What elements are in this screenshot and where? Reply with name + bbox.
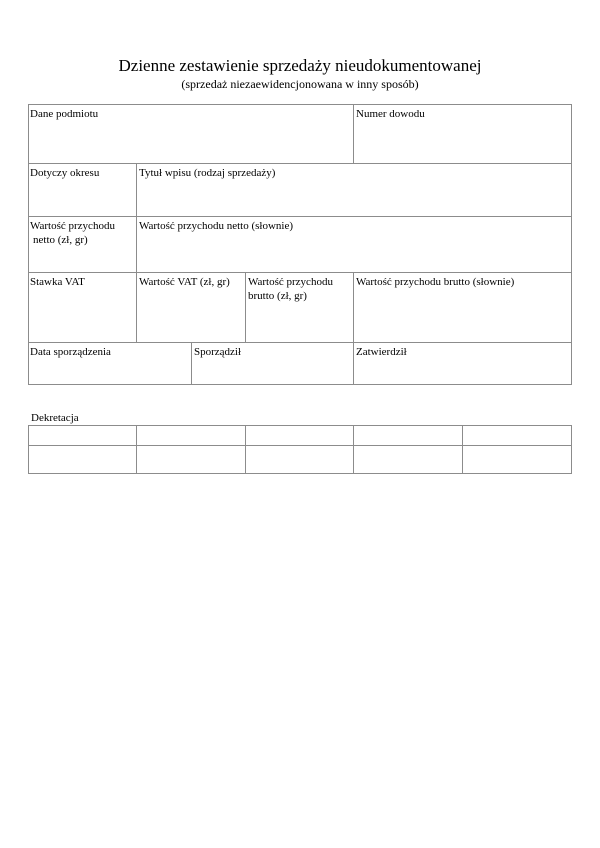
dekretacja-cell[interactable] bbox=[354, 446, 462, 474]
wartosc-vat-label: Wartość VAT (zł, gr) bbox=[139, 276, 230, 288]
stawka-vat-field[interactable] bbox=[28, 272, 136, 342]
tytul-wpisu-field[interactable] bbox=[137, 163, 572, 216]
dekretacja-cell[interactable] bbox=[137, 446, 245, 474]
data-sporzadzenia-field[interactable] bbox=[28, 342, 191, 385]
dekretacja-cell[interactable] bbox=[246, 425, 353, 445]
wartosc-netto-slownie-field[interactable] bbox=[137, 216, 572, 272]
zatwierdzil-label: Zatwierdził bbox=[356, 346, 407, 358]
dane-podmiotu-label: Dane podmiotu bbox=[30, 108, 99, 120]
wartosc-netto-field[interactable] bbox=[28, 216, 136, 272]
wartosc-netto-label-line1: Wartość przychodu bbox=[30, 220, 115, 232]
page-title: Dzienne zestawienie sprzedaży nieudokumentowanej bbox=[118, 56, 482, 75]
wartosc-brutto-slownie-label: Wartość przychodu brutto (słownie) bbox=[356, 276, 515, 288]
dekretacja-cell[interactable] bbox=[137, 425, 245, 445]
stawka-vat-label: Stawka VAT bbox=[30, 276, 85, 288]
tytul-wpisu-label: Tytuł wpisu (rodzaj sprzedaży) bbox=[139, 167, 276, 179]
wartosc-brutto-slownie-field[interactable] bbox=[354, 272, 572, 342]
dane-podmiotu-field[interactable] bbox=[28, 104, 353, 163]
dekretacja-cell[interactable] bbox=[246, 446, 353, 474]
wartosc-brutto-label-line1: Wartość przychodu bbox=[248, 276, 333, 288]
sporzadzil-field[interactable] bbox=[192, 342, 353, 385]
dekretacja-cell[interactable] bbox=[354, 425, 462, 445]
dekretacja-cell[interactable] bbox=[28, 446, 136, 474]
numer-dowodu-label: Numer dowodu bbox=[356, 108, 425, 120]
dotyczy-okresu-field[interactable] bbox=[28, 163, 136, 216]
wartosc-netto-label-line2: netto (zł, gr) bbox=[33, 233, 88, 246]
numer-dowodu-field[interactable] bbox=[354, 104, 572, 163]
dotyczy-okresu-label: Dotyczy okresu bbox=[30, 167, 100, 179]
page-subtitle: (sprzedaż niezaewidencjonowana w inny sposób) bbox=[181, 77, 419, 91]
dekretacja-label: Dekretacja bbox=[31, 412, 79, 424]
wartosc-brutto-label-line2: brutto (zł, gr) bbox=[248, 289, 307, 302]
dekretacja-cell[interactable] bbox=[463, 425, 572, 445]
dekretacja-cell[interactable] bbox=[463, 446, 572, 474]
wartosc-brutto-field[interactable] bbox=[246, 272, 353, 342]
dekretacja-cell[interactable] bbox=[28, 425, 136, 445]
wartosc-netto-slownie-label: Wartość przychodu netto (słownie) bbox=[139, 220, 293, 232]
sporzadzil-label: Sporządził bbox=[194, 346, 242, 358]
zatwierdzil-field[interactable] bbox=[354, 342, 572, 385]
wartosc-vat-field[interactable] bbox=[137, 272, 245, 342]
data-sporzadzenia-label: Data sporządzenia bbox=[30, 346, 111, 358]
